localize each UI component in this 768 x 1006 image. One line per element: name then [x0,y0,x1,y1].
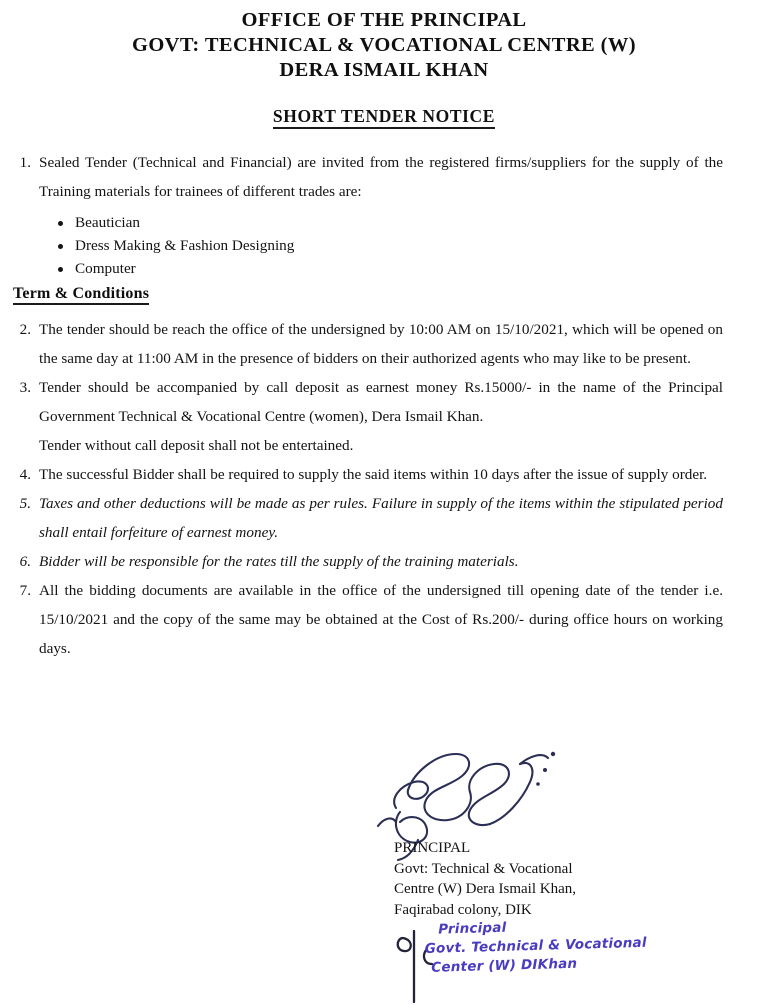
list-item-7-number: 7. [19,582,31,599]
official-stamp [424,915,647,978]
signature-line-2: Govt: Technical & Vocational [394,860,573,877]
header-line-city: DERA ISMAIL KHAN [279,59,489,81]
list-item-5-number: 5. [19,495,31,512]
list-item: Beautician [75,212,723,233]
signature-line-4: Faqirabad colony, DIK [394,901,532,918]
list-item-2-number: 2. [19,321,31,338]
header-line-office: OFFICE OF THE PRINCIPAL [241,9,527,31]
notice-body [13,148,723,283]
header-line-institute: GOVT: TECHNICAL & VOCATIONAL CENTRE (W) [131,34,637,56]
terms-and-conditions-heading: Term & Conditions [13,285,149,305]
list-item: Computer [75,258,723,279]
signature-line-3: Centre (W) Dera Ismail Khan, [394,881,577,897]
list-item-6 [13,547,723,576]
list-item-1 [13,148,723,206]
list-item-6-number: 6. [19,553,31,570]
list-item-7-text: All the bidding documents are available in the office of the undersigned till opening date of the tender i.e. 15/10/2021 and the copy of the same may be obtained at the Cost of Rs.200/- during office hours on working days. [39,582,723,657]
document-header [0,8,768,83]
stamp-line-3: Center (W) DIKhan [431,955,578,976]
list-item-1-text: Sealed Tender (Technical and Financial) are invited from the registered firms/suppliers for the supply of the Training materials for trainees of different trades are: [39,154,723,200]
terms-list [13,315,723,663]
list-item-3-subline: Tender without call deposit shall not be entertained. [39,437,354,454]
signature-title: PRINCIPAL [394,840,471,856]
list-item-3-body [39,373,723,460]
list-item-3 [13,373,723,460]
list-item-4-number: 4. [19,466,31,483]
list-item-3-text: Tender should be accompanied by call deposit as earnest money Rs.15000/- in the name of the Principal Government Technical & Vocational Centre (women), Dera Ismail Khan. [39,379,723,425]
list-item-2 [13,315,723,373]
list-item-4-text: The successful Bidder shall be required to supply the said items within 10 days after the issue of supply order. [39,466,708,483]
list-item-4 [13,460,723,489]
notice-title [0,106,768,127]
list-item-2-text: The tender should be reach the office of the undersigned by 10:00 AM on 15/10/2021, which will be opened on the same day at 11:00 AM in the presence of bidders on their authorized agents who may like to be present. [39,321,723,367]
list-item-6-text: Bidder will be responsible for the rates till the supply of the training materials. [39,553,519,570]
trades-list [13,212,723,279]
stamp-line-1: Principal [438,919,507,938]
list-item-7 [13,576,723,663]
list-item-1-number: 1. [19,154,31,171]
stamp-line-2: Govt. Technical & Vocational [424,934,647,957]
list-item-5 [13,489,723,547]
list-item: Dress Making & Fashion Designing [75,235,723,256]
signature-block [394,838,576,920]
list-item-3-number: 3. [19,379,31,396]
list-item-5-text: Taxes and other deductions will be made as per rules. Failure in supply of the items within the stipulated period shall entail forfeiture of earnest money. [39,495,723,541]
notice-title-text: SHORT TENDER NOTICE [273,106,495,129]
